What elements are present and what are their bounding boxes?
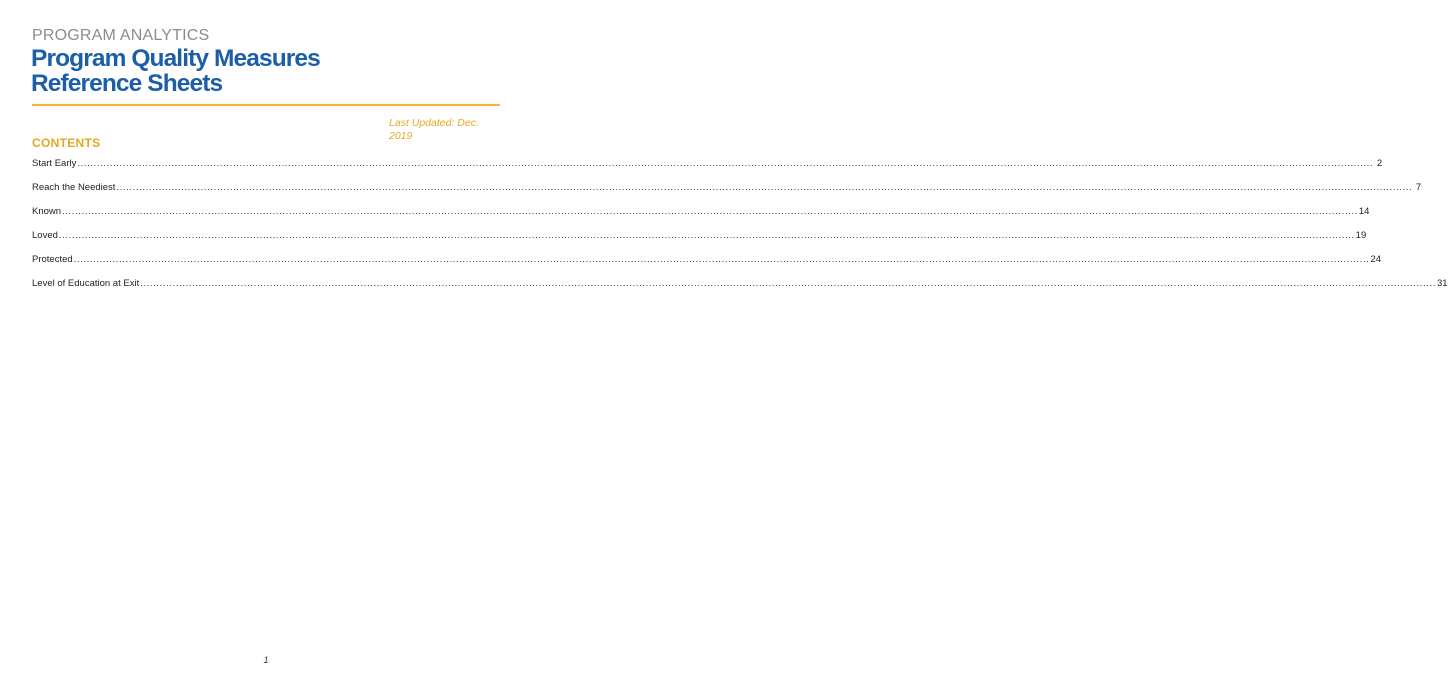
toc-leader-dots: ................................................................................................................................................................................................................................................................................................................................................................................................................ <box>116 182 1413 193</box>
toc-entry-label[interactable]: Start Early <box>32 158 77 169</box>
toc-entry-page[interactable]: 14 <box>1358 206 1370 217</box>
page-number: 1 <box>263 655 269 665</box>
toc-entry-protected[interactable] <box>32 253 1382 277</box>
toc-entry-page[interactable]: 24 <box>1370 254 1382 265</box>
toc-entry-label[interactable]: Protected <box>32 254 73 265</box>
toc-leader-dots: ................................................................................................................................................................................................................................................................................................................................................................................................................ <box>140 278 1436 289</box>
toc-entry-page[interactable]: 7 <box>1415 182 1422 193</box>
toc-entry-label[interactable]: Known <box>32 206 62 217</box>
title-divider <box>32 104 500 106</box>
toc-entry-label[interactable]: Reach the Neediest <box>32 182 116 193</box>
toc-entry-known[interactable] <box>32 205 1370 229</box>
last-updated-line-2: 2019 <box>389 129 413 142</box>
toc-entry-label[interactable]: Level of Education at Exit <box>32 278 140 289</box>
toc-entry-page[interactable]: 2 <box>1376 158 1383 169</box>
toc-entry-start-early[interactable] <box>32 157 1383 181</box>
toc-entry-page[interactable]: 31 <box>1436 278 1448 289</box>
contents-heading: CONTENTS <box>32 136 101 150</box>
page-title <box>31 46 451 96</box>
last-updated-note <box>389 117 499 142</box>
toc-leader-dots: ................................................................................................................................................................................................................................................................................................................................................................................................................ <box>58 230 1355 241</box>
toc-entry-loved[interactable] <box>32 229 1367 253</box>
table-of-contents <box>32 157 1448 301</box>
toc-leader-dots: ................................................................................................................................................................................................................................................................................................................................................................................................................ <box>62 206 1358 217</box>
section-eyebrow: PROGRAM ANALYTICS <box>32 27 210 44</box>
toc-entry-reach-the-neediest[interactable] <box>32 181 1422 205</box>
toc-leader-dots: ................................................................................................................................................................................................................................................................................................................................................................................................................ <box>77 158 1374 169</box>
page-title-line-1: Program Quality Measures <box>31 45 320 72</box>
toc-entry-label[interactable]: Loved <box>32 230 58 241</box>
toc-entry-page[interactable]: 19 <box>1355 230 1367 241</box>
toc-entry-level-of-education[interactable] <box>32 277 1448 301</box>
toc-leader-dots: ................................................................................................................................................................................................................................................................................................................................................................................................................ <box>73 254 1370 265</box>
last-updated-line-1: Last Updated: Dec. <box>389 117 479 129</box>
page-title-line-2: Reference Sheets <box>31 70 223 97</box>
